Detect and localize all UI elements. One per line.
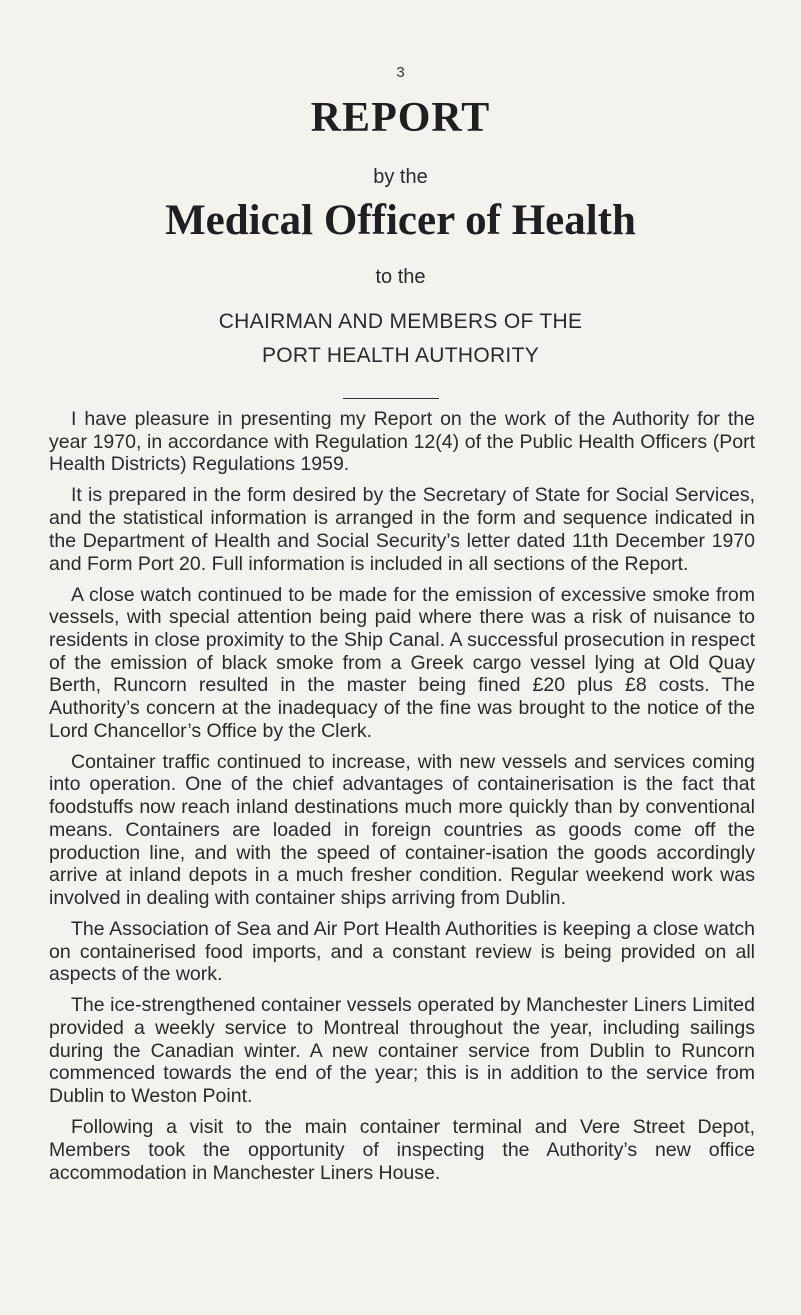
addressee-line-2: PORT HEALTH AUTHORITY (261, 344, 539, 367)
report-subtitle: Medical Officer of Health (165, 197, 636, 244)
paragraph-6: The ice-strengthened container vessels operated by Manchester Liners Limited provided a weekly service to Montreal throughout the year, including sailings during the Canadian winter. A new container service from Dublin to Runcorn commenced towards the end of the year; this is in addition to the service from Dublin to Weston Point. (49, 994, 755, 1108)
paragraph-2: It is prepared in the form desired by the Secretary of State for Social Services, and the statistical information is arranged in the form and sequence indicated in the Department of Health and Social Security’s letter dated 11th December 1970 and Form Port 20. Full information is included in all sections of the Report. (49, 484, 755, 575)
report-title: REPORT (310, 95, 491, 141)
to-line: to the (375, 266, 426, 288)
paragraph-3: A close watch continued to be made for the emission of excessive smoke from vessels, with special attention being paid where there was a risk of nuisance to residents in close proximity to the Ship Canal. A successful prosecution in respect of the emission of black smoke from a Greek cargo vessel lying at Old Quay Berth, Runcorn resulted in the master being fined £20 plus £8 costs. The Authority’s concern at the inadequacy of the fine was brought to the notice of the Lord Chancellor’s Office by the Clerk. (49, 583, 755, 742)
paragraph-1: I have pleasure in presenting my Report on the work of the Authority for the year 1970, in accordance with Regulation 12(4) of the Public Health Officers (Port Health Districts) Regulations 1959. (49, 408, 755, 476)
page-number: 3 (396, 64, 405, 81)
paragraph-4: Container traffic continued to increase, with new vessels and services coming into operation. One of the chief advantages of containerisation is the fact that foodstuffs now reach inland destinations much more quickly than by conventional means. Containers are loaded in foreign countries as goods come off the production line, and with the speed of container-isation the goods accordingly arrive at inland depots in a much fresher condition. Regular weekend work was involved in dealing with container ships arriving from Dublin. (49, 750, 755, 909)
addressee-line-1: CHAIRMAN AND MEMBERS OF THE (218, 310, 583, 333)
section-divider (343, 398, 439, 399)
paragraph-5: The Association of Sea and Air Port Health Authorities is keeping a close watch on containerised food imports, and a constant review is being provided on all aspects of the work. (49, 917, 755, 986)
paragraph-7: Following a visit to the main container terminal and Vere Street Depot, Members took the opportunity of inspecting the Authority’s new office accommodation in Manchester Liners House. (49, 1116, 755, 1184)
report-body (49, 408, 755, 1193)
by-line: by the (373, 166, 428, 188)
addressee (0, 305, 801, 373)
